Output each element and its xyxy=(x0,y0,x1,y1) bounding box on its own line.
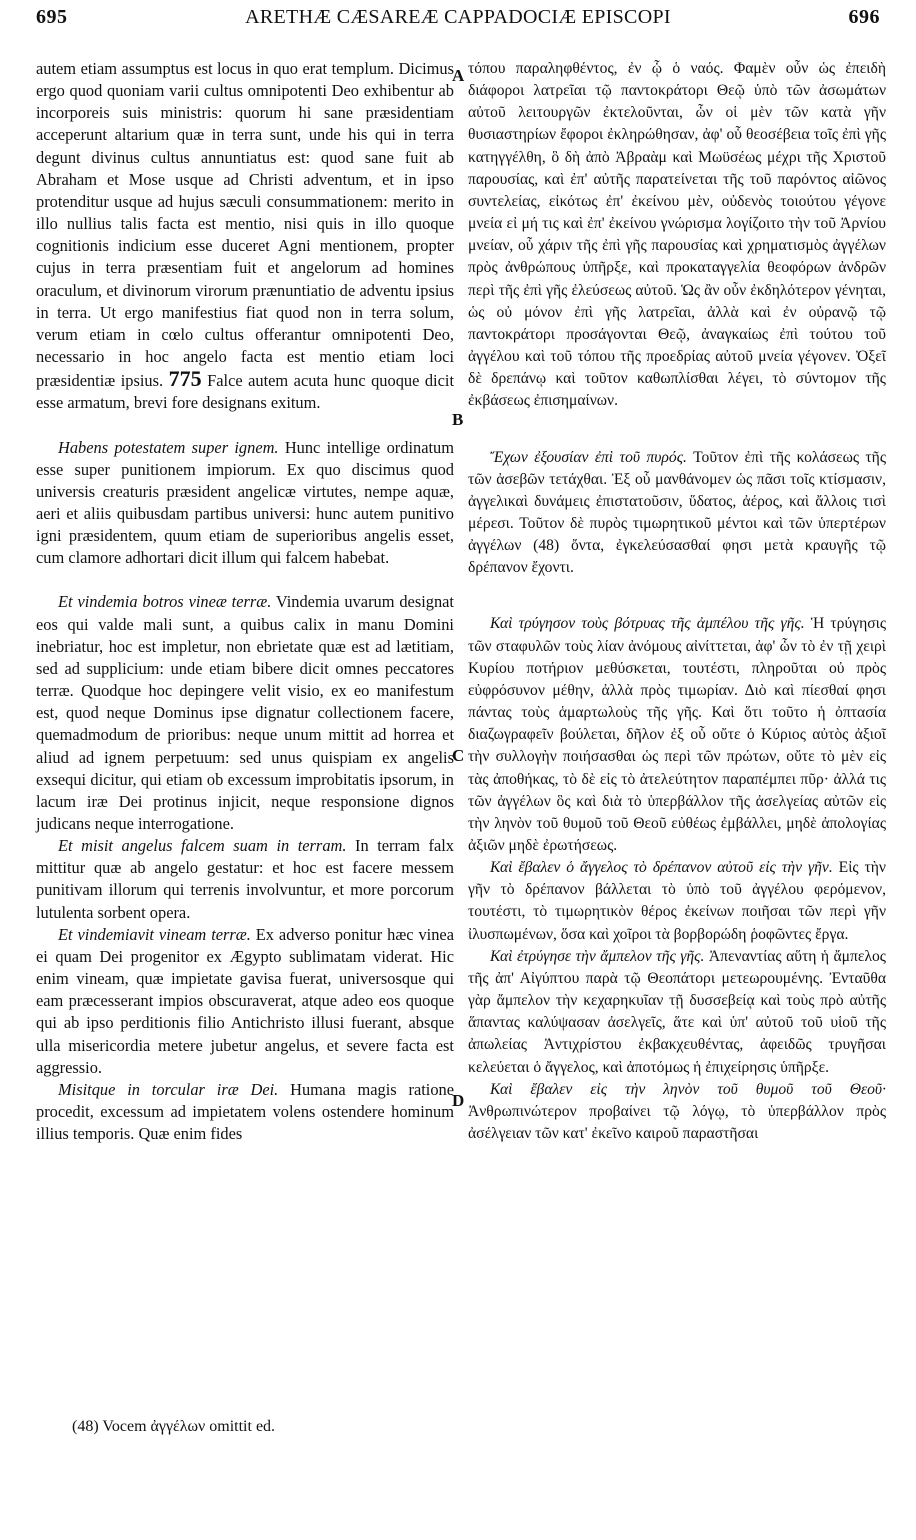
latin-text: autem etiam assumptus est locus in quo erat templum. Dicimus ergo quod quoniam varii cultus omnipotenti Deo exhibentur ab incorporeis suis ministris: quorum hi sane præsidentiam acceperunt altarium quæ in terra sunt, unde his qui in terra degunt divinus cultus annuntiatus est: quod sane fuit ab Abraham et Mose usque ad Christi adventum, et in ipso protenditur usque ad hujus sæculi consummationem: merito in illo nullius talis facta est mentio, nisi quis in illo quoque cognitionis indicium esse duceret Agni mentionem, propter cujus in terra præsentiam fuit et angelorum ad homines oraculum, et divinorum virorum prænuntiatio de adventu ipsius in terra. Ut ergo manifestius fiat quod non in terra solum, verum etiam in cœlo cultus offerantur omnipotenti Deo, necessario in hoc angelo facta est mentio etiam loci præsidentiæ ipsius. xyxy=(36,59,454,391)
spacer xyxy=(36,415,454,437)
latin-lemma: Misitque in torcular iræ Dei. xyxy=(58,1079,279,1099)
greek-column xyxy=(468,58,886,1145)
greek-paragraph-4 xyxy=(468,857,886,946)
greek-text: Ἀνθρωπινώτερον προβαίνει τῷ λόγῳ, τὸ ὑπερβάλλον πρὸς ἀσέλγειαν τῶν κατ' ἐκεῖνο καιροῦ παραστῆσαι xyxy=(468,1102,886,1143)
margin-marker-a: A xyxy=(452,66,465,85)
latin-lemma: Habens potestatem super ignem. xyxy=(58,437,279,457)
latin-text: Ex adverso ponitur hæc vinea ei quam Dei progenitor ex Ægypto sublimatam viderat. Hic enim vineam, quæ impietate gavisa fuerat, universosque qui eam præcesserant impios obscuraverat, atque adeo eos quoque qui ab ipso perditionis filio Antichristo illusi fuerant, absque ulla misericordia metere jubetur angelus, et severe facta est aggressio. xyxy=(36,924,454,1077)
greek-paragraph-1 xyxy=(468,58,886,413)
running-title: ARETHÆ CÆSAREÆ CAPPADOCIÆ EPISCOPI xyxy=(245,6,671,28)
latin-paragraph-5 xyxy=(36,924,454,1079)
latin-column xyxy=(36,58,454,1145)
greek-paragraph-2 xyxy=(468,447,886,580)
latin-paragraph-1 xyxy=(36,58,454,415)
latin-paragraph-6 xyxy=(36,1079,454,1145)
greek-text: Εἰς τὴν γῆν τὸ δρέπανον βάλλεται τὸ ὑπὸ τοῦ ἀγγέλου φερόμενον, τουτέστι, τὸ τιμωρητικὸν θέρος ἐκείνων ποιῆσαι τῶν περὶ γῆν ἰλυσπωμένων, ὅσα καὶ χοῖροι τὰ βορβορώδη ῥοφῶντες ἔργα. xyxy=(468,859,886,943)
greek-paragraph-3 xyxy=(468,613,886,857)
greek-lemma: Καὶ ἐτρύγησε τὴν ἄμπελον τῆς γῆς. xyxy=(490,947,705,965)
page-number-right: 696 xyxy=(848,6,880,28)
spacer xyxy=(36,569,454,591)
greek-lemma: Ἔχων ἐξουσίαν ἐπὶ τοῦ πυρός. xyxy=(490,448,687,466)
greek-lemma: Καὶ τρύγησον τοὺς βότρυας τῆς ἀμπέλου τῆς γῆς. xyxy=(490,615,805,633)
greek-text: τόπου παραληφθέντος, ἐν ᾧ ὁ ναός. Φαμὲν οὖν ὡς ἐπειδὴ διάφοροι λατρεῖαι τῷ παντοκράτορι Θεῷ ὑπὸ τῶν ἀσωμάτων αὐτοῦ λειτουργῶν ἐκτελοῦνται, ὧν οἱ μὲν τῶν κατὰ γῆν θυσιαστηρίων ἔφοροι ἐκληρώθησαν, ἀφ' οὗ θεοσέβεια τοῖς ἐπὶ γῆς κατηγγέλθη, ὃ δὴ ἀπὸ Ἀβραὰμ καὶ Μωϋσέως μέχρι τῆς Χριστοῦ παρουσίας, καὶ ἐπ' αὐτῆς παρατείνεται τῆς τοῦ παρόντος αἰῶνος συντελείας, εἰκότως ἐπ' ἐκείνου μὲν, οὐδενὸς τοιούτου γέγονε μνεία εἰ μή τις καὶ ἐπ' ἐκείνου γνώρισμα λογίζοιτο τὴν τοῦ Ἀρνίου μνείαν, οὗ χάριν τῆς ἐπὶ γῆς παρουσίας καὶ χρηματισμὸς ἀγγέλων πρὸς ἀνθρώπους ὑπῆρξε, καὶ προκαταγγελία θεοφόρων ἀνδρῶν περὶ τῆς ἐπὶ γῆς ἐλεύσεως αὐτοῦ. Ὡς ἂν οὖν ἐκδηλότερον γένηται, ὡς οὐ μόνον ἐπὶ γῆς λατρεῖαι, ἀλλὰ καὶ ἐν οὐρανῷ τῷ παντοκράτορι προσάγονται Θεῷ, ἀναγκαίως ἐπὶ τούτου τοῦ ἀγγέλου καὶ τοῦ τόπου τῆς προεδρίας αὐτοῦ μνεία γέγονεν. Ὀξεῖ δὲ δρεπάνῳ καὶ τοῦτον καθωπλίσθαι λέγει, τὸ σύντομον τῆς ἐκβάσεως ἐπισημαίνων. xyxy=(468,60,886,410)
page-header xyxy=(36,6,880,46)
latin-text: Humana magis ratione procedit, excessum ad impietatem volens ostendere hominum illius temporis. Quæ enim fides xyxy=(36,1079,454,1144)
latin-paragraph-3 xyxy=(36,591,454,835)
column-number-marker: 775 xyxy=(168,366,202,392)
greek-text: Ἀπεναντίας αὕτη ἡ ἄμπελος τῆς ἀπ' Αἰγύπτου παρὰ τῷ Θεοπάτορι μετεωρουμένης. Ἐνταῦθα γὰρ ἄμπελον τὴν κεχαρηκυῖαν τῇ δυσσεβείᾳ καὶ τοὺς πρὸ αὐτῆς ἅπαντας καλύψασαν ἀσελγεῖς, ἅτε καὶ ὑπ' αὐτοῦ τοῦ υἱοῦ τῆς ἀπωλείας Ἀντιχρίστου ἐκβακχευθέντας, ἀφειδῶς τρυγῆσαι κελεύεται ὁ ἄγγελος, καὶ ἀποτόμως ἡ ἐπιχείρησις ὑπῆρξε. xyxy=(468,947,886,1076)
latin-text: Hunc intellige ordinatum esse super punitionem impiorum. Ex quo discimus quod universis creaturis præsident angelicæ virtutes, nempe aquæ, aeri et aliis quibusdam partibus universi: hunc autem punitivo igni præsidentem, quum etiam de superioribus angelis esset, cum clamore adhortari dicit illum qui falcem habebat. xyxy=(36,437,454,568)
margin-marker-d: D xyxy=(452,1091,465,1110)
spacer xyxy=(468,579,886,613)
greek-text: Ἡ τρύγησις τῶν σταφυλῶν τοὺς λίαν ἀνόμους αἰνίττεται, ἀφ' ὧν τὸ ἐν τῇ χειρὶ Κυρίου ποτήριον μεθύσκεται, τουτέστι, πληροῦται οὐ πρὸς εὐφρόσυνον μέθην, ἀλλὰ πρὸς τιμωρίαν. Διὸ καὶ πίεσθαί φησι πάντας τοὺς ἁμαρτωλοὺς τῆς γῆς. Καὶ ὅτι τοῦτο ἡ ὀπτασία διαζωγραφεῖν βούλεται, δῆλον ἐξ οὗ οὔτε ὁ Κύριος αὐτὸς ἀξιοῖ τὴν συλλογὴν ποιήσασθαι ὡς περὶ τῶν πρώτων, οὔτε τὸ μὲν εἰς τὰς ἀποθήκας, τὸ δὲ εἰς τὸ ἀτελεύτητον παραπέμπει πῦρ· ἀλλά τις τῶν ἀγγέλων ὃς καὶ διὰ τὸ ὑπερβάλλον τῆς ἀσελγείας αὐτῶν εἰς τὴν ληνὸν τοῦ θυμοῦ τοῦ Θεοῦ εὐθέως ἐμβάλλει, μηδὲ ἀπολογίας ἀξιῶν μηδὲ ἐρωτήσεως. xyxy=(468,615,887,854)
greek-lemma: Καὶ ἔβαλεν εἰς τὴν ληνὸν τοῦ θυμοῦ τοῦ Θεοῦ· xyxy=(490,1080,886,1098)
greek-lemma: Καὶ ἔβαλεν ὁ ἄγγελος τὸ δρέπανον αὐτοῦ εἰς τὴν γῆν. xyxy=(490,859,833,877)
greek-text: Τοῦτον ἐπὶ τῆς κολάσεως τῆς τῶν ἀσεβῶν τετάχθαι. Ἐξ οὗ μανθάνομεν ὡς πᾶσι τοῖς κτίσμασιν, ἀγγελικαὶ δυνάμεις ἐπιστατοῦσιν, ὕδατος, ἀέρος, καὶ ἄλλοις τισὶ μέρεσι. Τοῦτον δὲ πυρὸς τιμωρητικοῦ μέντοι καὶ τῶν ὑπερτέρων ἀγγέλων (48) ὄντα, ἐγκελεύσασθαί φησι μετὰ κραυγῆς τῷ δρέπανον ἔχοντι. xyxy=(468,448,886,577)
latin-paragraph-2 xyxy=(36,437,454,570)
margin-marker-b: B xyxy=(452,410,464,429)
greek-paragraph-6 xyxy=(468,1079,886,1145)
latin-text: Falce autem acuta hunc quoque dicit esse armatum, brevi fore designans exitum. xyxy=(36,371,454,413)
footnote: (48) Vocem ἀγγέλων omittit ed. xyxy=(72,1418,276,1435)
greek-paragraph-5 xyxy=(468,946,886,1079)
latin-lemma: Et vindemia botros vineæ terræ. xyxy=(58,592,272,612)
page-number-left: 695 xyxy=(36,6,68,28)
latin-lemma: Et vindemiavit vineam terræ. xyxy=(58,924,251,944)
latin-text: In terram falx mittitur quæ ab angelo gestatur: et hoc est facere messem punitivam illorum qui terrenis involvuntur, et more porcorum lutulenta sorbent opera. xyxy=(36,836,454,922)
latin-text: Vindemia uvarum designat eos qui valde mali sunt, a quibus calix in manu Domini inebriatur, hoc est impletur, non ebrietate quæ est ad lætitiam, sed ad supplicium: unde etiam bibere dicit omnes peccatores terræ. Quodque hoc depingere velit visio, ex eo manifestum est, quod neque Dominus ipse dignatur collectionem facere, quemadmodum de prioribus: neque unum mittit ad horrea et aliud ad ignem perpetuum: sed unus quispiam ex angelis exsequi dicitur, qui etiam ob excessum improbitatis ipsorum, in lacum iræ Dei protinus injicit, neque responsione dignos judicans neque interrogatione. xyxy=(36,592,454,833)
latin-lemma: Et misit angelus falcem suam in terram. xyxy=(58,836,347,856)
latin-paragraph-4 xyxy=(36,835,454,924)
margin-marker-c: C xyxy=(452,746,465,765)
spacer xyxy=(468,413,886,447)
